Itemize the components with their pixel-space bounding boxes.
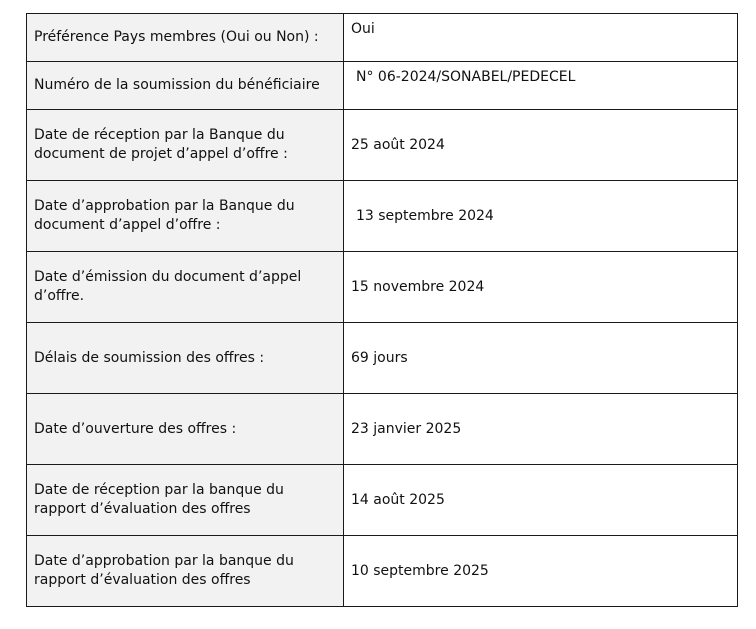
- row-value: 23 janvier 2025: [344, 394, 738, 465]
- row-value: 69 jours: [344, 323, 738, 394]
- table-row: [27, 14, 738, 62]
- row-value: 15 novembre 2024: [344, 252, 738, 323]
- table-row: [27, 323, 738, 394]
- table-row: [27, 394, 738, 465]
- table-row: [27, 181, 738, 252]
- row-value: N° 06-2024/SONABEL/PEDECEL: [344, 62, 738, 110]
- table-row: [27, 110, 738, 181]
- row-value: 14 août 2025: [344, 465, 738, 536]
- row-label: Date d’approbation par la banque du rapport d’évaluation des offres: [27, 536, 344, 607]
- row-label: Date d’émission du document d’appel d’offre.: [27, 252, 344, 323]
- procurement-info-table: [26, 13, 738, 607]
- row-value: 13 septembre 2024: [344, 181, 738, 252]
- row-value: 25 août 2024: [344, 110, 738, 181]
- row-label: Date de réception par la Banque du document de projet d’appel d’offre :: [27, 110, 344, 181]
- row-value: Oui: [344, 14, 738, 62]
- row-label: Date de réception par la banque du rapport d’évaluation des offres: [27, 465, 344, 536]
- table-row: [27, 62, 738, 110]
- row-label: Préférence Pays membres (Oui ou Non) :: [27, 14, 344, 62]
- row-label: Date d’ouverture des offres :: [27, 394, 344, 465]
- row-label: Délais de soumission des offres :: [27, 323, 344, 394]
- table-row: [27, 465, 738, 536]
- table-row: [27, 536, 738, 607]
- row-value: 10 septembre 2025: [344, 536, 738, 607]
- row-label: Date d’approbation par la Banque du document d’appel d’offre :: [27, 181, 344, 252]
- row-label: Numéro de la soumission du bénéficiaire: [27, 62, 344, 110]
- table-row: [27, 252, 738, 323]
